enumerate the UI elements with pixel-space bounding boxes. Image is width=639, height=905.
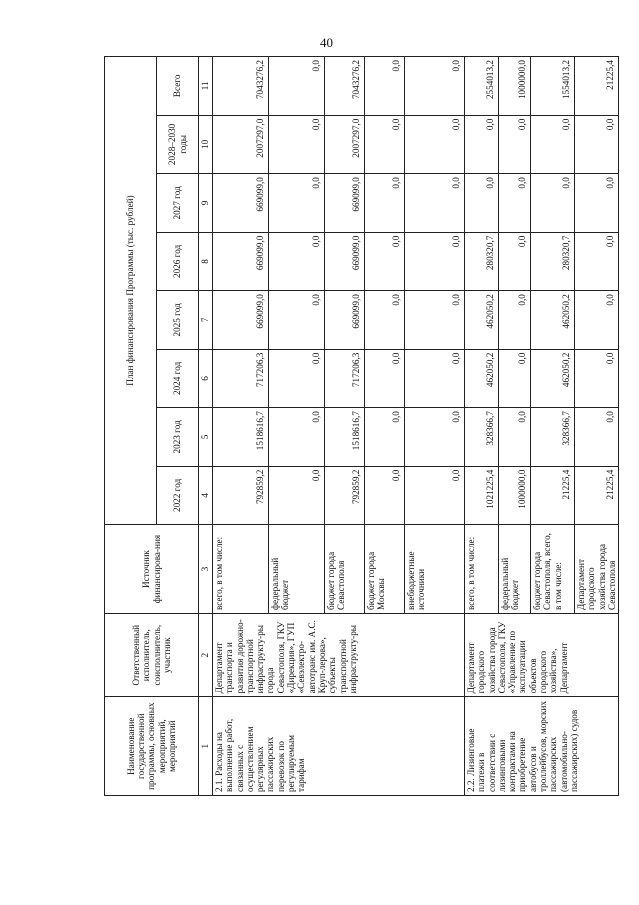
header-responsible: Ответственный исполнитель, соисполнитель, участник — [105, 613, 199, 696]
value-cell: 0,0 — [405, 174, 465, 233]
value-cell: 717206,3 — [213, 349, 269, 408]
responsible-party: Департамент транспорта и развития дорожно-транспортной инфраструкту-ры города Севастополя, ГКУ «Дирекция», ГУП «Севэлектро-автотранс им. А.С. Круп-лерова», субъекты транспортной инфраструкту-ры — [213, 613, 465, 696]
funding-source: бюджет города Севастополя — [325, 525, 365, 614]
value-cell: 0,0 — [405, 408, 465, 467]
column-index: 4 — [199, 466, 213, 525]
column-index: 5 — [199, 408, 213, 467]
header-year: 2026 год — [157, 232, 199, 291]
value-cell: 0,0 — [531, 174, 575, 233]
value-cell: 462050,2 — [531, 349, 575, 408]
value-cell: 1518616,7 — [325, 408, 365, 467]
value-cell: 0,0 — [405, 232, 465, 291]
total-cell: 7043276,2 — [213, 57, 269, 116]
total-cell: 1000000,0 — [499, 57, 531, 116]
financing-table — [104, 56, 619, 796]
value-cell: 0,0 — [499, 174, 531, 233]
value-cell: 669099,0 — [325, 174, 365, 233]
funding-source: федеральный бюджет — [269, 525, 325, 614]
column-index: 9 — [199, 174, 213, 233]
funding-source: бюджет города Севастополя, всего, в том числе: — [531, 525, 575, 614]
value-cell: 1000000,0 — [499, 466, 531, 525]
column-index: 10 — [199, 115, 213, 174]
header-year: 2028–2030 годы — [157, 115, 199, 174]
value-cell: 0,0 — [269, 232, 325, 291]
header-year: 2024 год — [157, 349, 199, 408]
value-cell: 0,0 — [499, 349, 531, 408]
value-cell: 0,0 — [365, 466, 405, 525]
header-year: 2023 год — [157, 408, 199, 467]
value-cell: 21225,4 — [531, 466, 575, 525]
value-cell: 669099,0 — [325, 291, 365, 350]
value-cell: 280320,7 — [531, 232, 575, 291]
value-cell: 0,0 — [465, 174, 499, 233]
value-cell: 0,0 — [575, 291, 619, 350]
activity-name: 2.1. Расходы на выполнение работ, связанных с осуществлением регулярных пассажирских перевозок по регулируемым тарифам — [213, 697, 465, 796]
value-cell: 462050,2 — [531, 291, 575, 350]
column-index-row — [199, 57, 213, 796]
value-cell: 0,0 — [365, 232, 405, 291]
value-cell: 0,0 — [269, 174, 325, 233]
header-name: Наименование государственной программы, основных мероприятий, мероприятий — [105, 697, 199, 796]
value-cell: 0,0 — [269, 408, 325, 467]
table-row — [465, 57, 499, 796]
total-cell: 7043276,2 — [325, 57, 365, 116]
value-cell: 0,0 — [531, 115, 575, 174]
responsible-party: Департамент городского хозяйства города Севастополя, ГКУ «Управление по эксплуатации объектов городского хозяйства», Департамент — [465, 613, 619, 696]
header-total: Всего — [157, 57, 199, 116]
funding-source: Департамент городского хозяйства города Севастополя — [575, 525, 619, 614]
header-year: 2022 год — [157, 466, 199, 525]
value-cell: 0,0 — [499, 115, 531, 174]
column-index: 7 — [199, 291, 213, 350]
total-cell: 21225,4 — [575, 57, 619, 116]
activity-name: 2.2. Лизинговые платежи в соответствии с лизинговыми контрактами на приобретение автобусов и троллейбусов, морских пассажирских (автомобильно-пассажирских) судов — [465, 697, 619, 796]
header-plan: План финансирования Программы (тыс. рублей) — [105, 57, 157, 525]
value-cell: 328366,7 — [531, 408, 575, 467]
value-cell: 280320,7 — [465, 232, 499, 291]
value-cell: 0,0 — [405, 349, 465, 408]
value-cell: 0,0 — [269, 291, 325, 350]
total-cell: 2554013,2 — [465, 57, 499, 116]
value-cell: 462050,2 — [465, 291, 499, 350]
value-cell: 0,0 — [405, 291, 465, 350]
column-index: 11 — [199, 57, 213, 116]
value-cell: 21225,4 — [575, 466, 619, 525]
column-index: 2 — [199, 613, 213, 696]
value-cell: 669099,0 — [213, 174, 269, 233]
column-index: 6 — [199, 349, 213, 408]
value-cell: 669099,0 — [325, 232, 365, 291]
total-cell: 1554013,2 — [531, 57, 575, 116]
value-cell: 0,0 — [575, 408, 619, 467]
header-source: Источник финансирова-ния — [105, 525, 199, 614]
value-cell: 0,0 — [575, 232, 619, 291]
rotated-page-content — [104, 56, 617, 796]
value-cell: 717206,3 — [325, 349, 365, 408]
value-cell: 0,0 — [365, 408, 405, 467]
funding-source: бюджет города Москвы — [365, 525, 405, 614]
header-year: 2027 год — [157, 174, 199, 233]
header-year: 2025 год — [157, 291, 199, 350]
value-cell: 0,0 — [405, 466, 465, 525]
value-cell: 2007297,0 — [213, 115, 269, 174]
value-cell: 0,0 — [269, 115, 325, 174]
funding-source: федеральный бюджет — [499, 525, 531, 614]
value-cell: 669099,0 — [213, 232, 269, 291]
column-index: 1 — [199, 697, 213, 796]
page-number: 40 — [320, 35, 333, 50]
funding-source: всего, в том числе: — [465, 525, 499, 614]
value-cell: 792859,2 — [213, 466, 269, 525]
value-cell: 0,0 — [365, 291, 405, 350]
total-cell: 0,0 — [365, 57, 405, 116]
value-cell: 2007297,0 — [325, 115, 365, 174]
value-cell: 0,0 — [365, 174, 405, 233]
value-cell: 0,0 — [465, 115, 499, 174]
value-cell: 0,0 — [575, 115, 619, 174]
value-cell: 0,0 — [575, 349, 619, 408]
header-row — [105, 57, 157, 796]
value-cell: 0,0 — [365, 115, 405, 174]
funding-source: всего, в том числе: — [213, 525, 269, 614]
value-cell: 0,0 — [269, 349, 325, 408]
value-cell: 328366,7 — [465, 408, 499, 467]
total-cell: 0,0 — [405, 57, 465, 116]
value-cell: 0,0 — [405, 115, 465, 174]
funding-source: внебюджетные источники — [405, 525, 465, 614]
value-cell: 669099,0 — [213, 291, 269, 350]
value-cell: 1021225,4 — [465, 466, 499, 525]
value-cell: 792859,2 — [325, 466, 365, 525]
value-cell: 1518616,7 — [213, 408, 269, 467]
column-index: 3 — [199, 525, 213, 614]
value-cell: 0,0 — [575, 174, 619, 233]
value-cell: 0,0 — [499, 232, 531, 291]
value-cell: 0,0 — [499, 291, 531, 350]
value-cell: 462050,2 — [465, 349, 499, 408]
total-cell: 0,0 — [269, 57, 325, 116]
value-cell: 0,0 — [269, 466, 325, 525]
value-cell: 0,0 — [499, 408, 531, 467]
column-index: 8 — [199, 232, 213, 291]
table-row — [213, 57, 269, 796]
value-cell: 0,0 — [365, 349, 405, 408]
